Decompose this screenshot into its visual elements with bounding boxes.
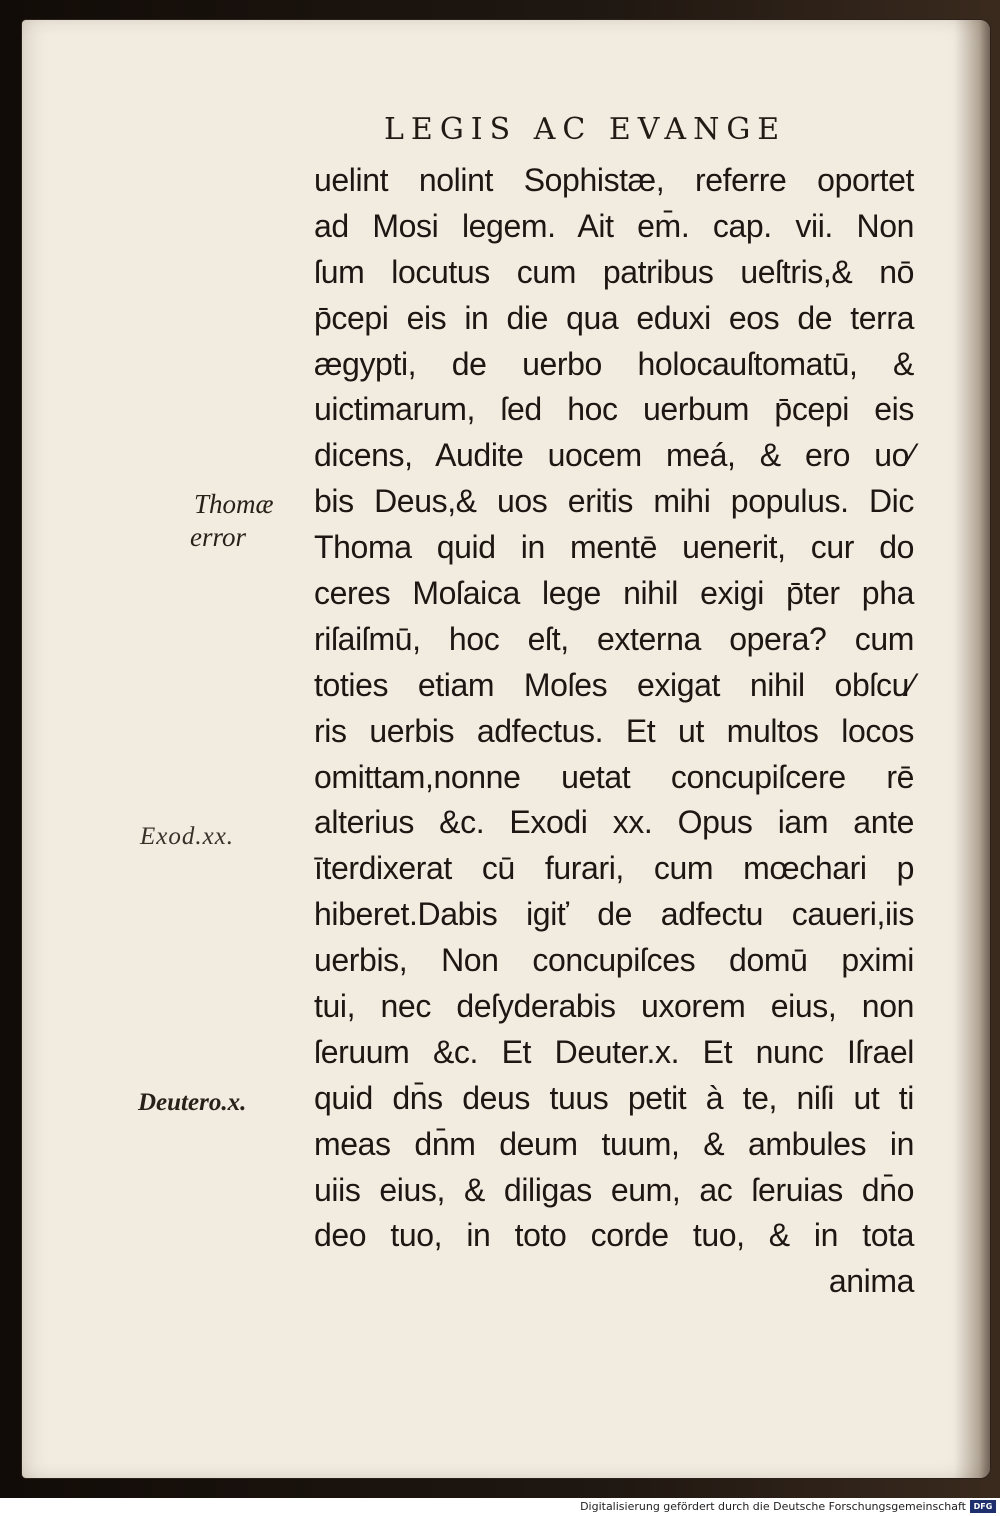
- text-line: riſaiſmū, hoc eſt, externa opera? cum: [314, 620, 914, 657]
- footer-bar: [0, 1498, 1000, 1516]
- marginal-note-thomae-error: [190, 488, 274, 554]
- text-line: ceres Moſaica lege nihil exigi p̄ter pha: [314, 575, 914, 612]
- running-head: LEGIS AC EVANGE: [384, 112, 787, 147]
- text-line: Thoma quid in mentē uenerit, cur do: [314, 529, 914, 566]
- text-line: deo tuo, in toto corde tuo, & in tota: [314, 1217, 914, 1254]
- marginal-note-deutero: Deutero.x.: [138, 1089, 247, 1116]
- body-text: [314, 158, 914, 1305]
- text-line: uiis eius, & diligas eum, ac ſeruias dn̄o: [314, 1171, 914, 1208]
- text-line: uictimarum, ſed hoc uerbum p̄cepi eis: [314, 391, 914, 428]
- text-line: īterdixerat cū furari, cum mœchari p: [314, 850, 914, 887]
- text-line: dicens, Audite uocem meá, & ero uo⁄: [314, 437, 914, 474]
- text-line: toties etiam Moſes exigat nihil obſcu⁄: [314, 666, 914, 703]
- dfg-logo-icon: DFG: [970, 1500, 996, 1513]
- text-line: ſeruum &c. Et Deuter.x. Et nunc Iſrael: [314, 1033, 914, 1070]
- text-line: p̄cepi eis in die qua eduxi eos de terra: [314, 299, 914, 336]
- text-line: tui, nec deſyderabis uxorem eius, non: [314, 988, 914, 1025]
- text-line: ægypti, de uerbo holocauſtomatū, &: [314, 345, 914, 382]
- marginal-note-line: Thomæ: [194, 489, 274, 519]
- text-line: uelint nolint Sophistæ, referre oportet: [314, 162, 914, 198]
- book-page: [22, 20, 990, 1478]
- text-line: ris uerbis adfectus. Et ut multos locos: [314, 712, 914, 749]
- text-line: hiberet.Dabis igiť de adfectu caueri,iis: [314, 896, 914, 933]
- marginal-note-line: error: [190, 522, 247, 552]
- text-line: ſum locutus cum patribus ueſtris,& nō: [314, 253, 914, 290]
- text-line: ad Mosi legem. Ait em̄. cap. vii. Non: [314, 207, 914, 244]
- text-line: meas dn̄m deum tuum, & ambules in: [314, 1125, 914, 1162]
- text-line: alterius &c. Exodi xx. Opus iam ante: [314, 804, 914, 841]
- text-line: bis Deus,& uos eritis mihi populus. Dic: [314, 483, 914, 520]
- text-line: quid dn̄s deus tuus petit à te, niſi ut ti: [314, 1079, 914, 1116]
- text-line: uerbis, Non concupiſces domū pximi: [314, 942, 914, 979]
- text-line: omittam,nonne uetat concupiſcere rē: [314, 758, 914, 795]
- footer-credit: Digitalisierung gefördert durch die Deutsche Forschungsgemeinschaft: [580, 1500, 966, 1513]
- catchword: anima: [828, 1263, 914, 1300]
- marginal-note-exod: Exod.xx.: [140, 823, 235, 850]
